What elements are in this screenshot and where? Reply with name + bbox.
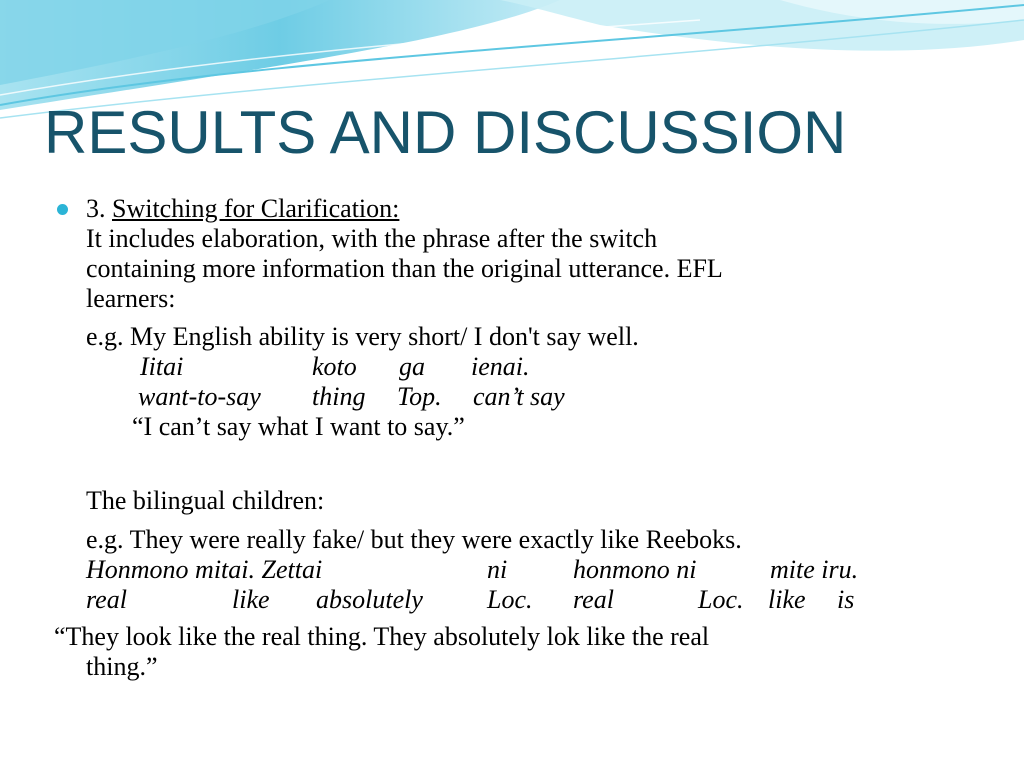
efl-japanese-word: Iitai [140,352,184,381]
bilingual-gloss-word: Loc. [487,585,533,614]
point-heading-line [86,194,399,224]
bilingual-gloss-word: Loc. [698,585,744,614]
efl-example-translation: “I can’t say what I want to say.” [132,412,465,441]
bilingual-japanese-word: ni [487,555,508,584]
point-heading: Switching for Clarification: [112,194,400,223]
bilingual-japanese-word: honmono ni [573,555,697,584]
bilingual-japanese-word: mite iru. [770,555,859,584]
bilingual-translation-line: “They look like the real thing. They absolutely lok like the real [54,622,710,651]
bilingual-gloss-word: absolutely [316,585,423,614]
bilingual-gloss-word: is [837,585,855,614]
efl-gloss-word: thing [312,382,366,411]
efl-gloss-word: want-to-say [138,382,261,411]
bilingual-heading: The bilingual children: [86,486,325,515]
bilingual-gloss-word: real [86,585,127,614]
efl-japanese-word: koto [312,352,357,381]
description-line: It includes elaboration, with the phrase after the switch [86,224,658,253]
efl-example-english: e.g. My English ability is very short/ I don't say well. [86,322,639,351]
efl-japanese-word: ga [399,352,425,381]
bilingual-gloss-word: real [573,585,614,614]
point-number: 3. [86,194,106,223]
bilingual-gloss-word: like [232,585,270,614]
efl-gloss-word: Top. [397,382,442,411]
description-line: containing more information than the original utterance. EFL [86,254,723,283]
description-line: learners: [86,284,176,313]
efl-gloss-word: can’t say [473,382,565,411]
bullet-dot [57,204,68,215]
slide-title: RESULTS AND DISCUSSION [44,99,847,166]
efl-japanese-word: ienai. [471,352,530,381]
bilingual-translation-line: thing.” [86,652,158,681]
bilingual-gloss-word: like [768,585,806,614]
bilingual-example-english: e.g. They were really fake/ but they were exactly like Reeboks. [86,525,742,554]
bilingual-japanese-word: Honmono mitai. Zettai [86,555,323,584]
